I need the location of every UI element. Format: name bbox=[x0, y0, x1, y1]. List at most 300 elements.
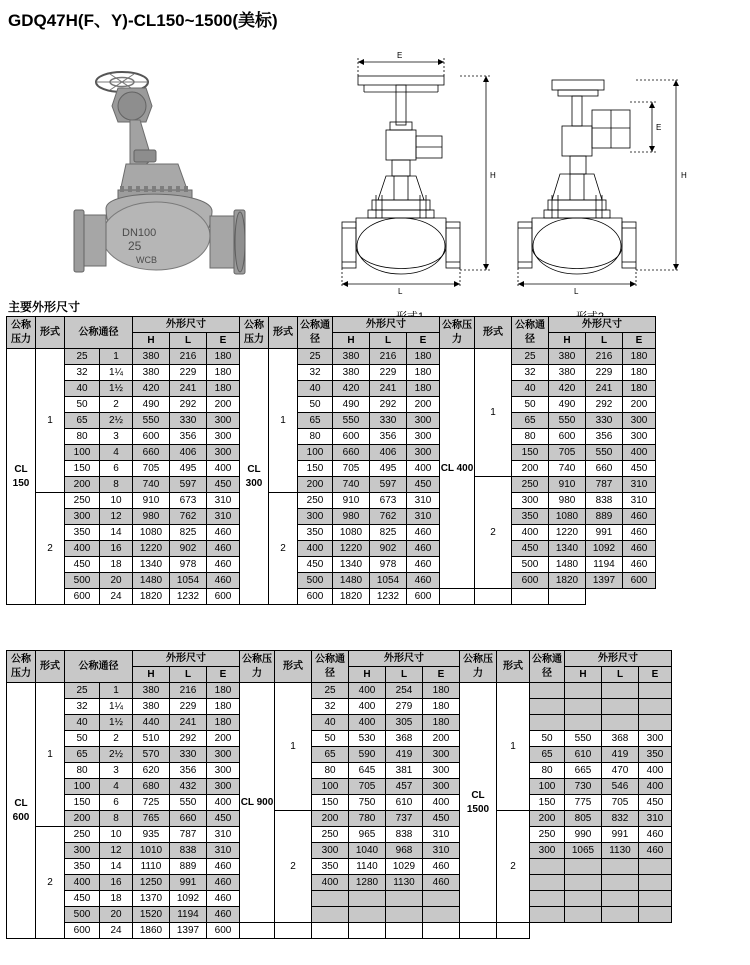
cell-l: 597 bbox=[370, 477, 407, 493]
cell-dn-mm: 350 bbox=[65, 525, 100, 541]
header-outline: 外形尺寸 bbox=[333, 317, 440, 333]
cell-l: 1092 bbox=[170, 891, 207, 907]
cell-dn-mm: 25 bbox=[312, 683, 349, 699]
cell-l bbox=[602, 859, 639, 875]
header-h: H bbox=[333, 333, 370, 349]
cell-e: 180 bbox=[407, 365, 440, 381]
cell-dn-mm bbox=[440, 589, 475, 605]
valve-photo bbox=[60, 40, 260, 290]
dim-label-e: E bbox=[397, 51, 403, 60]
cell-h: 805 bbox=[565, 811, 602, 827]
header-nominal-dia: 公称通径 bbox=[65, 317, 133, 349]
cell-h: 645 bbox=[349, 763, 386, 779]
cell-l: 229 bbox=[370, 365, 407, 381]
cell-h: 740 bbox=[333, 477, 370, 493]
cell-l: 457 bbox=[386, 779, 423, 795]
cell-dn-mm bbox=[530, 875, 565, 891]
cell-l bbox=[460, 923, 497, 939]
dim-label-h: H bbox=[681, 171, 687, 180]
cell-dn-mm: 80 bbox=[65, 429, 100, 445]
cell-e: 400 bbox=[639, 779, 672, 795]
header-nominal-dia: 公称通径 bbox=[512, 317, 549, 349]
cell-dn-inch: 10 bbox=[100, 827, 133, 843]
cell-e bbox=[349, 923, 386, 939]
cell-e: 310 bbox=[207, 493, 240, 509]
cell-h: 1250 bbox=[133, 875, 170, 891]
table-row bbox=[7, 589, 656, 605]
cell-dn-mm: 100 bbox=[65, 445, 100, 461]
cell-dn-mm: 250 bbox=[512, 477, 549, 493]
cell-e bbox=[639, 715, 672, 731]
cell-h: 725 bbox=[133, 795, 170, 811]
pressure-class-label: CL 900 bbox=[240, 683, 275, 923]
header-l: L bbox=[586, 333, 623, 349]
cell-l: 1397 bbox=[170, 923, 207, 939]
cell-l: 279 bbox=[386, 699, 423, 715]
table-row bbox=[7, 715, 672, 731]
cell-l: 292 bbox=[370, 397, 407, 413]
cell-h: 550 bbox=[565, 731, 602, 747]
cell-h: 600 bbox=[333, 429, 370, 445]
cell-l: 229 bbox=[586, 365, 623, 381]
cell-dn-mm bbox=[530, 859, 565, 875]
cell-l: 1092 bbox=[586, 541, 623, 557]
cell-h: 1220 bbox=[133, 541, 170, 557]
cell-l: 1054 bbox=[370, 573, 407, 589]
cell-h: 380 bbox=[549, 365, 586, 381]
cell-e: 460 bbox=[207, 859, 240, 875]
cell-dn-mm: 200 bbox=[65, 477, 100, 493]
cell-l: 1130 bbox=[386, 875, 423, 891]
cell-l: 673 bbox=[370, 493, 407, 509]
cell-e: 400 bbox=[623, 445, 656, 461]
cell-h: 1010 bbox=[133, 843, 170, 859]
cell-e bbox=[639, 859, 672, 875]
cell-l: 673 bbox=[170, 493, 207, 509]
cell-dn-mm: 50 bbox=[512, 397, 549, 413]
cell-l: 419 bbox=[386, 747, 423, 763]
cell-dn-inch: 1½ bbox=[100, 715, 133, 731]
valve-drawing-form2 bbox=[500, 40, 700, 295]
cell-l: 787 bbox=[586, 477, 623, 493]
form-label: 2 bbox=[497, 811, 530, 923]
cell-dn-mm: 32 bbox=[65, 699, 100, 715]
cell-l: 968 bbox=[386, 843, 423, 859]
header-nominal-dia: 公称通径 bbox=[312, 651, 349, 683]
header-e: E bbox=[623, 333, 656, 349]
cell-e: 310 bbox=[207, 843, 240, 859]
table-header-row bbox=[7, 651, 672, 667]
cell-dn-inch: 2½ bbox=[100, 747, 133, 763]
cell-dn-mm: 80 bbox=[65, 763, 100, 779]
cell-dn-mm: 300 bbox=[298, 509, 333, 525]
cell-h: 740 bbox=[133, 477, 170, 493]
cell-l bbox=[512, 589, 549, 605]
cell-h: 740 bbox=[549, 461, 586, 477]
cell-e: 300 bbox=[639, 731, 672, 747]
table-row bbox=[7, 747, 672, 763]
cell-e: 180 bbox=[623, 349, 656, 365]
cell-e: 300 bbox=[407, 445, 440, 461]
cell-h bbox=[349, 891, 386, 907]
cell-dn-mm: 40 bbox=[512, 381, 549, 397]
cell-l: 991 bbox=[170, 875, 207, 891]
cell-e: 300 bbox=[623, 429, 656, 445]
cell-dn-inch: 4 bbox=[100, 779, 133, 795]
cell-dn-mm: 450 bbox=[65, 891, 100, 907]
cell-dn-inch: 16 bbox=[100, 541, 133, 557]
form-label: 1 bbox=[475, 349, 512, 477]
cell-e: 460 bbox=[407, 557, 440, 573]
header-l: L bbox=[602, 667, 639, 683]
table-row bbox=[7, 683, 672, 699]
header-e: E bbox=[407, 333, 440, 349]
header-form: 形式 bbox=[36, 317, 65, 349]
cell-dn-mm: 150 bbox=[65, 461, 100, 477]
cell-e: 180 bbox=[407, 349, 440, 365]
header-l: L bbox=[370, 333, 407, 349]
cell-h bbox=[423, 923, 460, 939]
cell-l: 356 bbox=[370, 429, 407, 445]
cell-dn-mm: 40 bbox=[312, 715, 349, 731]
cell-e: 300 bbox=[407, 429, 440, 445]
cell-dn-inch: 6 bbox=[100, 795, 133, 811]
cell-dn-inch: 3 bbox=[100, 429, 133, 445]
cell-dn-mm: 80 bbox=[298, 429, 333, 445]
form-label: 1 bbox=[269, 349, 298, 493]
cell-e: 200 bbox=[423, 731, 460, 747]
cell-l: 406 bbox=[170, 445, 207, 461]
cell-e: 310 bbox=[623, 493, 656, 509]
cell-e: 200 bbox=[207, 731, 240, 747]
table-row bbox=[7, 699, 672, 715]
cell-l: 368 bbox=[602, 731, 639, 747]
dimension-table-bottom bbox=[6, 650, 672, 939]
table-row bbox=[7, 557, 656, 573]
header-h: H bbox=[549, 333, 586, 349]
cell-e: 180 bbox=[423, 699, 460, 715]
form-label: 1 bbox=[36, 683, 65, 827]
cell-e: 180 bbox=[423, 683, 460, 699]
photo-label-dn: DN100 bbox=[122, 227, 157, 239]
cell-e: 460 bbox=[423, 859, 460, 875]
cell-e: 460 bbox=[207, 557, 240, 573]
cell-h: 1080 bbox=[333, 525, 370, 541]
cell-h: 1370 bbox=[133, 891, 170, 907]
cell-h: 1340 bbox=[549, 541, 586, 557]
cell-dn-mm: 40 bbox=[65, 381, 100, 397]
valve-drawing-form1 bbox=[320, 40, 520, 295]
header-pressure: 公称压力 bbox=[460, 651, 497, 683]
cell-dn-inch: 1¼ bbox=[100, 699, 133, 715]
cell-dn-mm: 350 bbox=[65, 859, 100, 875]
cell-h: 705 bbox=[133, 461, 170, 477]
cell-dn-inch: 4 bbox=[100, 445, 133, 461]
form-label: 2 bbox=[275, 811, 312, 923]
cell-h: 680 bbox=[133, 779, 170, 795]
cell-l: 825 bbox=[170, 525, 207, 541]
cell-l: 356 bbox=[170, 429, 207, 445]
cell-e bbox=[639, 907, 672, 923]
cell-h: 440 bbox=[133, 715, 170, 731]
cell-h bbox=[275, 923, 312, 939]
cell-h: 1110 bbox=[133, 859, 170, 875]
dimension-table-top bbox=[6, 316, 656, 605]
cell-dn-mm bbox=[312, 907, 349, 923]
table-row bbox=[7, 779, 672, 795]
cell-dn-mm: 100 bbox=[312, 779, 349, 795]
cell-l: 597 bbox=[170, 477, 207, 493]
table-header-row bbox=[7, 317, 656, 333]
cell-dn-mm: 300 bbox=[312, 843, 349, 859]
cell-dn-inch: 8 bbox=[100, 811, 133, 827]
table-row bbox=[7, 811, 672, 827]
cell-e bbox=[639, 699, 672, 715]
cell-l: 292 bbox=[170, 397, 207, 413]
cell-h: 1040 bbox=[349, 843, 386, 859]
cell-e bbox=[639, 683, 672, 699]
cell-h: 1140 bbox=[349, 859, 386, 875]
table-row bbox=[7, 349, 656, 365]
cell-e: 310 bbox=[207, 827, 240, 843]
cell-e: 600 bbox=[623, 573, 656, 589]
cell-h bbox=[565, 859, 602, 875]
table-row bbox=[7, 397, 656, 413]
cell-e: 460 bbox=[407, 525, 440, 541]
cell-dn-inch: 2½ bbox=[100, 413, 133, 429]
cell-e: 600 bbox=[207, 923, 240, 939]
header-e: E bbox=[423, 667, 460, 683]
table-row bbox=[7, 381, 656, 397]
cell-dn-mm: 500 bbox=[65, 573, 100, 589]
cell-l bbox=[602, 699, 639, 715]
table-row bbox=[7, 477, 656, 493]
cell-l: 241 bbox=[586, 381, 623, 397]
cell-e: 300 bbox=[207, 413, 240, 429]
cell-h: 380 bbox=[333, 349, 370, 365]
cell-dn-mm: 25 bbox=[298, 349, 333, 365]
cell-e: 310 bbox=[407, 509, 440, 525]
cell-dn-mm bbox=[530, 683, 565, 699]
cell-l: 825 bbox=[370, 525, 407, 541]
cell-e: 400 bbox=[423, 795, 460, 811]
cell-e: 300 bbox=[207, 779, 240, 795]
cell-dn-mm: 350 bbox=[312, 859, 349, 875]
cell-dn-mm: 200 bbox=[512, 461, 549, 477]
photo-label-material: WCB bbox=[136, 255, 157, 265]
cell-dn-inch: 20 bbox=[100, 907, 133, 923]
cell-h: 765 bbox=[133, 811, 170, 827]
cell-dn-mm: 150 bbox=[530, 795, 565, 811]
cell-e: 460 bbox=[623, 541, 656, 557]
cell-l: 991 bbox=[586, 525, 623, 541]
cell-dn-mm: 200 bbox=[312, 811, 349, 827]
header-nominal-dia: 公称通径 bbox=[298, 317, 333, 349]
cell-dn-mm: 65 bbox=[65, 413, 100, 429]
cell-dn-inch: 18 bbox=[100, 891, 133, 907]
cell-l: 216 bbox=[170, 683, 207, 699]
cell-h: 775 bbox=[565, 795, 602, 811]
cell-dn-inch: 24 bbox=[100, 589, 133, 605]
cell-dn-mm: 300 bbox=[65, 843, 100, 859]
table-row bbox=[7, 493, 656, 509]
cell-l: 737 bbox=[386, 811, 423, 827]
cell-h: 600 bbox=[549, 429, 586, 445]
table-row bbox=[7, 907, 672, 923]
cell-l: 356 bbox=[586, 429, 623, 445]
cell-h: 980 bbox=[333, 509, 370, 525]
cell-e: 460 bbox=[207, 907, 240, 923]
cell-l: 432 bbox=[170, 779, 207, 795]
cell-e bbox=[497, 923, 530, 939]
cell-dn-mm: 250 bbox=[65, 827, 100, 843]
cell-h: 935 bbox=[133, 827, 170, 843]
cell-h: 550 bbox=[133, 413, 170, 429]
cell-h: 910 bbox=[333, 493, 370, 509]
cell-dn-mm: 65 bbox=[530, 747, 565, 763]
cell-e bbox=[423, 891, 460, 907]
header-nominal-dia: 公称通径 bbox=[530, 651, 565, 683]
cell-l: 1130 bbox=[602, 843, 639, 859]
cell-dn-inch: 16 bbox=[100, 875, 133, 891]
cell-l: 368 bbox=[386, 731, 423, 747]
cell-h: 380 bbox=[549, 349, 586, 365]
cell-l: 610 bbox=[386, 795, 423, 811]
form-label: 2 bbox=[36, 827, 65, 939]
table-row bbox=[7, 525, 656, 541]
cell-dn-mm: 400 bbox=[312, 875, 349, 891]
cell-l: 1054 bbox=[170, 573, 207, 589]
cell-dn-mm: 32 bbox=[312, 699, 349, 715]
header-l: L bbox=[170, 333, 207, 349]
cell-h: 420 bbox=[133, 381, 170, 397]
cell-l: 229 bbox=[170, 365, 207, 381]
table-row bbox=[7, 365, 656, 381]
cell-dn-inch: 12 bbox=[100, 843, 133, 859]
cell-dn-inch: 12 bbox=[100, 509, 133, 525]
cell-l: 229 bbox=[170, 699, 207, 715]
header-pressure: 公称压力 bbox=[440, 317, 475, 349]
cell-l: 889 bbox=[586, 509, 623, 525]
cell-dn-mm: 50 bbox=[65, 397, 100, 413]
cell-dn-mm: 150 bbox=[298, 461, 333, 477]
page-title: GDQ47H(F、Y)-CL150~1500(美标) bbox=[8, 11, 278, 30]
cell-l: 838 bbox=[170, 843, 207, 859]
cell-h: 550 bbox=[333, 413, 370, 429]
cell-e: 310 bbox=[423, 827, 460, 843]
cell-dn-mm bbox=[386, 923, 423, 939]
cell-dn-mm: 250 bbox=[65, 493, 100, 509]
header-form: 形式 bbox=[497, 651, 530, 683]
header-e: E bbox=[207, 667, 240, 683]
cell-e: 460 bbox=[407, 573, 440, 589]
cell-l bbox=[602, 891, 639, 907]
pressure-class-label: CL 600 bbox=[7, 683, 36, 939]
cell-l: 838 bbox=[386, 827, 423, 843]
cell-e: 180 bbox=[207, 699, 240, 715]
cell-l: 406 bbox=[370, 445, 407, 461]
cell-dn-mm: 50 bbox=[65, 731, 100, 747]
cell-l: 1029 bbox=[386, 859, 423, 875]
cell-h: 510 bbox=[133, 731, 170, 747]
cell-h: 400 bbox=[349, 699, 386, 715]
figure-row bbox=[0, 30, 750, 295]
table-row bbox=[7, 509, 656, 525]
cell-dn-mm: 450 bbox=[298, 557, 333, 573]
cell-dn-mm bbox=[530, 907, 565, 923]
cell-l: 356 bbox=[170, 763, 207, 779]
cell-dn-mm: 500 bbox=[512, 557, 549, 573]
cell-h: 490 bbox=[549, 397, 586, 413]
header-form: 形式 bbox=[269, 317, 298, 349]
cell-e: 180 bbox=[207, 365, 240, 381]
cell-e: 300 bbox=[623, 413, 656, 429]
cell-e: 300 bbox=[207, 445, 240, 461]
cell-h: 705 bbox=[549, 445, 586, 461]
cell-dn-inch: 10 bbox=[100, 493, 133, 509]
cell-e: 450 bbox=[207, 477, 240, 493]
cell-e: 400 bbox=[207, 795, 240, 811]
form-label: 2 bbox=[475, 477, 512, 589]
cell-e: 460 bbox=[207, 573, 240, 589]
cell-h: 1340 bbox=[133, 557, 170, 573]
cell-dn-mm: 400 bbox=[65, 875, 100, 891]
table-row bbox=[7, 731, 672, 747]
cell-dn-mm: 40 bbox=[65, 715, 100, 731]
cell-l: 381 bbox=[386, 763, 423, 779]
cell-dn-mm bbox=[530, 891, 565, 907]
header-form: 形式 bbox=[475, 317, 512, 349]
cell-h: 420 bbox=[549, 381, 586, 397]
cell-l: 495 bbox=[370, 461, 407, 477]
cell-h: 980 bbox=[549, 493, 586, 509]
cell-h: 1820 bbox=[549, 573, 586, 589]
cell-l: 838 bbox=[586, 493, 623, 509]
dim-label-h: H bbox=[490, 171, 496, 180]
cell-e bbox=[639, 875, 672, 891]
cell-h bbox=[349, 907, 386, 923]
cell-e: 460 bbox=[407, 541, 440, 557]
cell-e: 180 bbox=[423, 715, 460, 731]
cell-l bbox=[602, 683, 639, 699]
cell-dn-mm: 400 bbox=[512, 525, 549, 541]
cell-l: 292 bbox=[586, 397, 623, 413]
cell-l: 550 bbox=[170, 795, 207, 811]
cell-dn-mm: 250 bbox=[530, 827, 565, 843]
cell-h: 620 bbox=[133, 763, 170, 779]
cell-e: 460 bbox=[207, 541, 240, 557]
cell-dn-mm bbox=[240, 923, 275, 939]
cell-e: 460 bbox=[207, 875, 240, 891]
cell-dn-mm: 32 bbox=[512, 365, 549, 381]
cell-dn-mm: 50 bbox=[312, 731, 349, 747]
cell-h: 490 bbox=[333, 397, 370, 413]
form-label: 1 bbox=[275, 683, 312, 811]
cell-l: 978 bbox=[370, 557, 407, 573]
cell-e: 180 bbox=[623, 365, 656, 381]
cell-h: 730 bbox=[565, 779, 602, 795]
pressure-class-label: CL 150 bbox=[7, 349, 36, 605]
header-h: H bbox=[565, 667, 602, 683]
section-title: 主要外形尺寸 bbox=[8, 300, 81, 314]
cell-l: 330 bbox=[170, 413, 207, 429]
cell-l: 889 bbox=[170, 859, 207, 875]
cell-dn-mm: 100 bbox=[65, 779, 100, 795]
cell-dn-mm: 600 bbox=[65, 923, 100, 939]
table-row bbox=[7, 875, 672, 891]
cell-dn-mm: 600 bbox=[298, 589, 333, 605]
cell-l: 550 bbox=[586, 445, 623, 461]
